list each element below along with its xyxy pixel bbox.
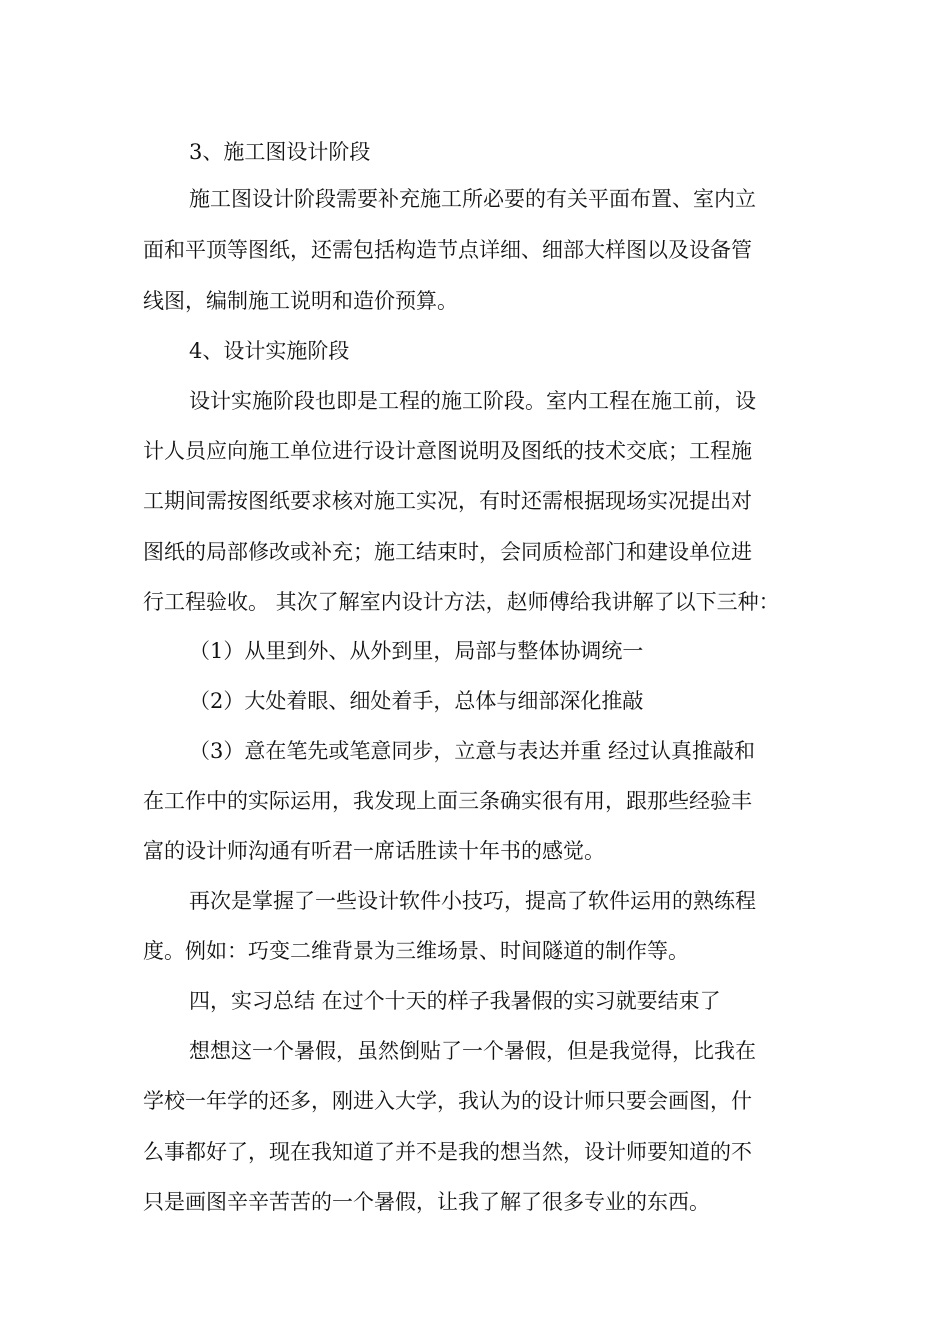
paragraph-line: 工期间需按图纸要求核对施工实况，有时还需根据现场实况提出对	[143, 489, 752, 513]
paragraph-line: 学校一年学的还多，刚进入大学，我认为的设计师只要会画图，什	[143, 1089, 752, 1113]
list-item-method-1: （1）从里到外、从外到里，局部与整体协调统一	[189, 639, 644, 663]
paragraph-line: 在工作中的实际运用，我发现上面三条确实很有用，跟那些经验丰	[143, 789, 752, 813]
paragraph-line: 想想这一个暑假，虽然倒贴了一个暑假，但是我觉得，比我在	[189, 1039, 756, 1063]
paragraph-line: 再次是掌握了一些设计软件小技巧，提高了软件运用的熟练程	[189, 889, 756, 913]
paragraph-line: 施工图设计阶段需要补充施工所必要的有关平面布置、室内立	[189, 187, 756, 211]
paragraph-line: 图纸的局部修改或补充；施工结束时，会同质检部门和建设单位进	[143, 540, 752, 564]
paragraph-line: 线图，编制施工说明和造价预算。	[143, 289, 458, 313]
paragraph-line: 么事都好了，现在我知道了并不是我的想当然，设计师要知道的不	[143, 1140, 752, 1164]
list-item-method-3: （3）意在笔先或笔意同步，立意与表达并重 经过认真推敲和	[189, 739, 756, 763]
paragraph-line: 计人员应向施工单位进行设计意图说明及图纸的技术交底；工程施	[143, 439, 752, 463]
list-item-method-2: （2）大处着眼、细处着手，总体与细部深化推敲	[189, 689, 644, 713]
paragraph-line: 度。例如：巧变二维背景为三维场景、时间隧道的制作等。	[143, 939, 689, 963]
paragraph-line: 只是画图辛辛苦苦的一个暑假，让我了解了很多专业的东西。	[143, 1190, 710, 1214]
paragraph-line: 行工程验收。 其次了解室内设计方法，赵师傅给我讲解了以下三种：	[143, 590, 780, 614]
paragraph-line: 面和平顶等图纸，还需包括构造节点详细、细部大样图以及设备管	[143, 238, 752, 262]
paragraph-line: 富的设计师沟通有听君一席话胜读十年书的感觉。	[143, 839, 605, 863]
heading-construction-drawing-stage: 3、施工图设计阶段	[189, 140, 371, 164]
paragraph-line: 设计实施阶段也即是工程的施工阶段。室内工程在施工前，设	[189, 389, 756, 413]
heading-implementation-stage: 4、设计实施阶段	[189, 339, 350, 363]
heading-internship-summary: 四，实习总结 在过个十天的样子我暑假的实习就要结束了	[189, 989, 721, 1013]
